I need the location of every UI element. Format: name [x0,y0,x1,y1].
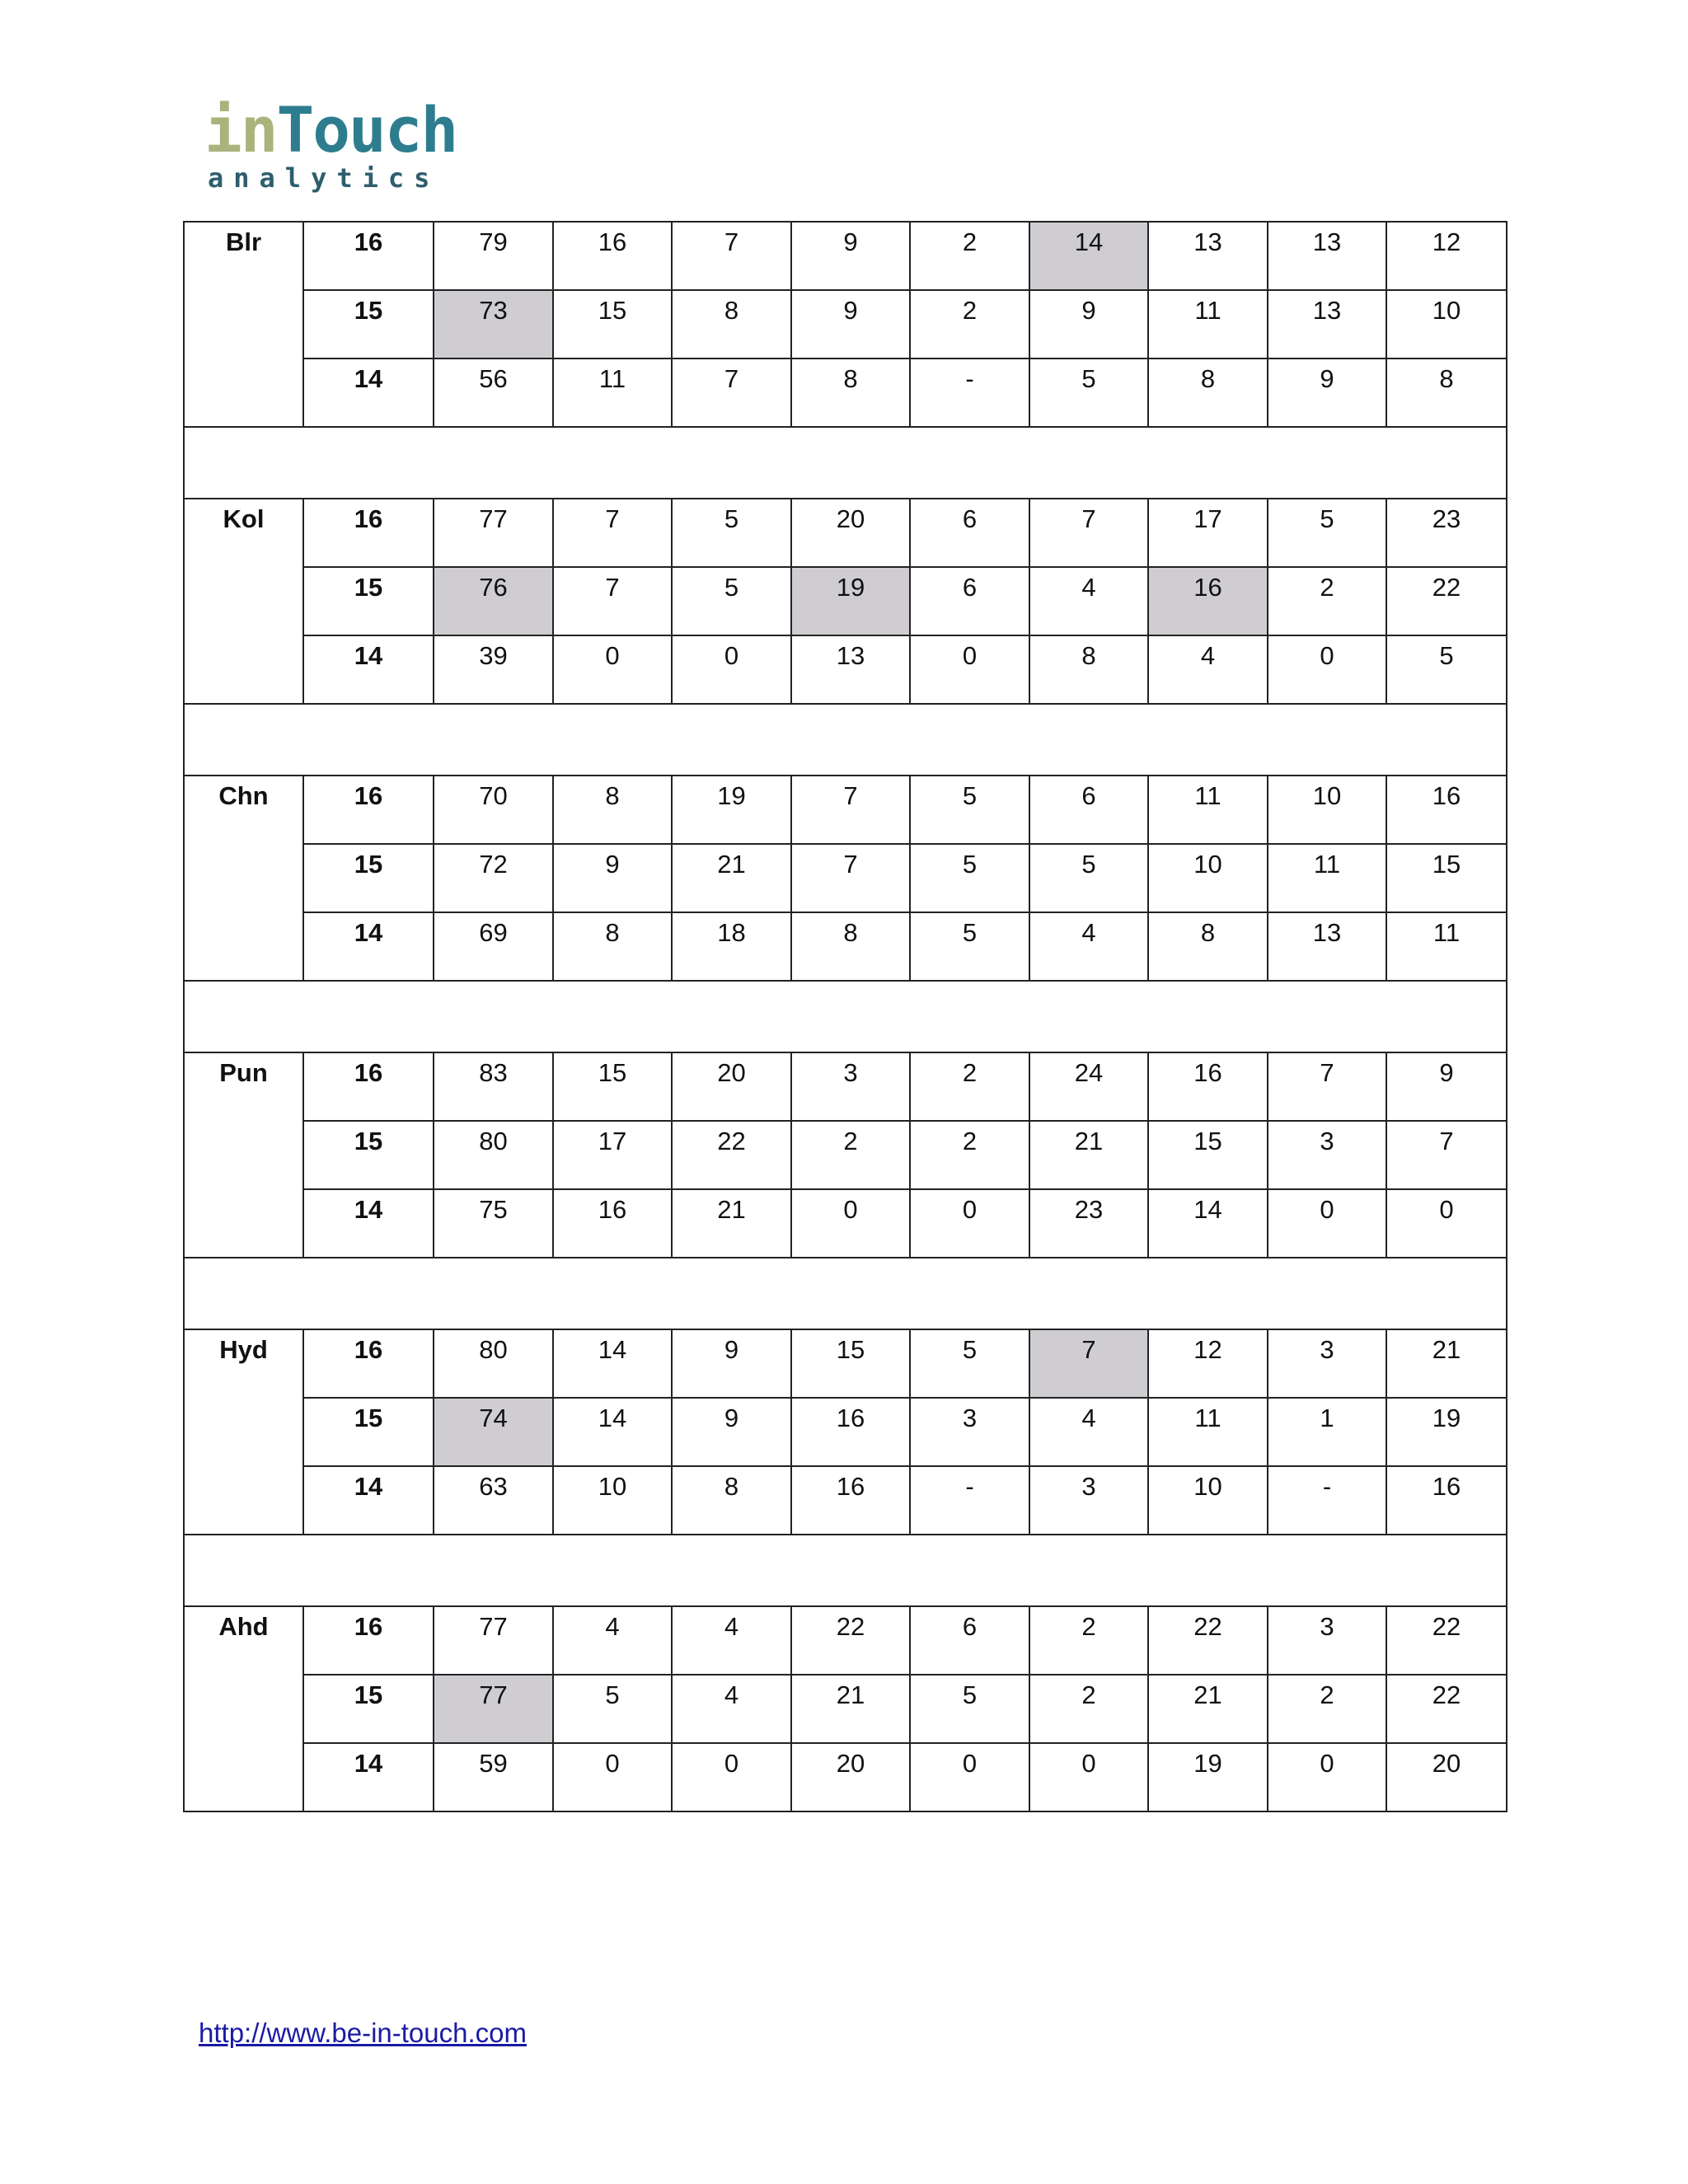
value-cell: 11 [1386,912,1507,981]
value-cell: 0 [1268,1189,1386,1258]
value-cell: 5 [1268,499,1386,567]
value-cell: 8 [1386,359,1507,427]
value-cell: 8 [553,776,672,844]
spacer-cell [184,1535,1507,1606]
value-cell: 21 [1386,1329,1507,1398]
value-cell: 15 [1148,1121,1268,1189]
value-cell: 7 [672,359,791,427]
value-cell: 15 [553,1052,672,1121]
value-cell: 16 [791,1466,910,1535]
value-cell: 5 [672,567,791,635]
value-cell: 8 [791,912,910,981]
value-cell: 10 [1148,844,1268,912]
value-cell: 9 [791,290,910,359]
spacer-row [184,704,1507,776]
table-row [184,222,1507,290]
value-cell: 22 [1148,1606,1268,1675]
spacer-row [184,981,1507,1052]
year-label: 14 [303,635,434,704]
value-cell: 2 [1029,1606,1148,1675]
value-cell: 18 [672,912,791,981]
value-cell: 7 [553,567,672,635]
value-cell: 14 [553,1329,672,1398]
value-cell: 3 [1268,1329,1386,1398]
value-cell: 0 [553,1743,672,1811]
table-row [184,359,1507,427]
value-cell: 8 [672,1466,791,1535]
value-cell: 4 [1148,635,1268,704]
table-row [184,635,1507,704]
website-link[interactable]: http://www.be-in-touch.com [199,2018,527,2048]
value-cell: 0 [553,635,672,704]
value-cell: 9 [672,1329,791,1398]
year-label: 15 [303,844,434,912]
value-cell: 0 [910,1743,1029,1811]
value-cell: 10 [1386,290,1507,359]
value-cell: 4 [1029,912,1148,981]
year-label: 16 [303,1606,434,1675]
table-row [184,1052,1507,1121]
value-cell: 22 [791,1606,910,1675]
table-row [184,1121,1507,1189]
value-cell: 11 [553,359,672,427]
value-cell: 7 [1029,1329,1148,1398]
value-cell: 4 [553,1606,672,1675]
value-cell: 5 [910,844,1029,912]
value-cell: 59 [434,1743,553,1811]
value-cell: 4 [672,1675,791,1743]
value-cell: 16 [553,1189,672,1258]
spacer-cell [184,1258,1507,1329]
value-cell: 12 [1148,1329,1268,1398]
city-label: Ahd [184,1606,303,1811]
value-cell: 2 [1029,1675,1148,1743]
spacer-row [184,427,1507,499]
table-row [184,567,1507,635]
logo-wordmark: inTouch [204,93,457,166]
value-cell: 21 [672,844,791,912]
value-cell: - [910,359,1029,427]
year-label: 16 [303,499,434,567]
value-cell: 72 [434,844,553,912]
value-cell: 15 [553,290,672,359]
value-cell: 0 [672,635,791,704]
value-cell: 0 [1029,1743,1148,1811]
value-cell: 0 [1268,1743,1386,1811]
table-row [184,1466,1507,1535]
year-label: 16 [303,222,434,290]
value-cell: 22 [1386,1606,1507,1675]
value-cell: 12 [1386,222,1507,290]
city-label: Pun [184,1052,303,1258]
spacer-cell [184,981,1507,1052]
value-cell: 63 [434,1466,553,1535]
intouch-analytics-logo [204,93,476,194]
value-cell: 5 [910,912,1029,981]
value-cell: 5 [553,1675,672,1743]
value-cell: 0 [1386,1189,1507,1258]
value-cell: 7 [1268,1052,1386,1121]
value-cell: 6 [910,1606,1029,1675]
year-label: 14 [303,359,434,427]
value-cell: 19 [791,567,910,635]
value-cell: 13 [1268,222,1386,290]
year-label: 15 [303,1398,434,1466]
value-cell: 73 [434,290,553,359]
value-cell: 8 [1148,912,1268,981]
value-cell: 13 [1268,290,1386,359]
value-cell: 21 [672,1189,791,1258]
value-cell: 14 [1148,1189,1268,1258]
value-cell: 2 [791,1121,910,1189]
table-row [184,1743,1507,1811]
value-cell: 19 [672,776,791,844]
value-cell: 2 [1268,1675,1386,1743]
spacer-row [184,1258,1507,1329]
value-cell: 8 [1148,359,1268,427]
value-cell: 5 [910,1675,1029,1743]
value-cell: 5 [1029,844,1148,912]
value-cell: 23 [1029,1189,1148,1258]
value-cell: 0 [910,635,1029,704]
value-cell: 16 [1148,1052,1268,1121]
value-cell: 20 [672,1052,791,1121]
value-cell: 20 [1386,1743,1507,1811]
spacer-row [184,1535,1507,1606]
year-label: 15 [303,567,434,635]
value-cell: 11 [1268,844,1386,912]
value-cell: 7 [1029,499,1148,567]
value-cell: 15 [791,1329,910,1398]
value-cell: 3 [791,1052,910,1121]
value-cell: 7 [553,499,672,567]
value-cell: 8 [672,290,791,359]
value-cell: 10 [553,1466,672,1535]
value-cell: 21 [1029,1121,1148,1189]
table-row [184,290,1507,359]
value-cell: 6 [910,567,1029,635]
value-cell: 10 [1268,776,1386,844]
value-cell: 2 [1268,567,1386,635]
value-cell: 17 [553,1121,672,1189]
value-cell: - [1268,1466,1386,1535]
year-label: 16 [303,776,434,844]
value-cell: 17 [1148,499,1268,567]
spacer-cell [184,427,1507,499]
value-cell: 15 [1386,844,1507,912]
value-cell: 1 [1268,1398,1386,1466]
value-cell: 0 [672,1743,791,1811]
value-cell: 8 [553,912,672,981]
value-cell: 7 [672,222,791,290]
value-cell: 9 [553,844,672,912]
value-cell: 76 [434,567,553,635]
value-cell: 11 [1148,1398,1268,1466]
value-cell: 7 [791,776,910,844]
year-label: 14 [303,1189,434,1258]
value-cell: 21 [1148,1675,1268,1743]
value-cell: 19 [1148,1743,1268,1811]
spacer-cell [184,704,1507,776]
city-label: Hyd [184,1329,303,1535]
value-cell: 13 [791,635,910,704]
year-label: 14 [303,912,434,981]
value-cell: 13 [1268,912,1386,981]
value-cell: 16 [1148,567,1268,635]
year-label: 14 [303,1466,434,1535]
value-cell: 0 [910,1189,1029,1258]
logo-tagline: analytics [208,162,440,194]
value-cell: 0 [791,1189,910,1258]
value-cell: 7 [791,844,910,912]
value-cell: 3 [1029,1466,1148,1535]
value-cell: 14 [1029,222,1148,290]
value-cell: 16 [553,222,672,290]
value-cell: 14 [553,1398,672,1466]
year-label: 16 [303,1052,434,1121]
city-data-table [183,221,1507,1812]
value-cell: 74 [434,1398,553,1466]
value-cell: 4 [1029,1398,1148,1466]
value-cell: 9 [1029,290,1148,359]
value-cell: 2 [910,290,1029,359]
value-cell: 6 [910,499,1029,567]
value-cell: 13 [1148,222,1268,290]
year-label: 16 [303,1329,434,1398]
value-cell: 10 [1148,1466,1268,1535]
value-cell: 9 [672,1398,791,1466]
value-cell: 3 [910,1398,1029,1466]
table-row [184,1398,1507,1466]
value-cell: - [910,1466,1029,1535]
value-cell: 2 [910,1052,1029,1121]
table-row [184,844,1507,912]
table-row [184,499,1507,567]
value-cell: 22 [1386,1675,1507,1743]
value-cell: 21 [791,1675,910,1743]
year-label: 14 [303,1743,434,1811]
value-cell: 4 [1029,567,1148,635]
value-cell: 9 [1386,1052,1507,1121]
value-cell: 8 [1029,635,1148,704]
value-cell: 77 [434,499,553,567]
value-cell: 79 [434,222,553,290]
city-label: Chn [184,776,303,981]
value-cell: 56 [434,359,553,427]
value-cell: 22 [672,1121,791,1189]
value-cell: 69 [434,912,553,981]
table-row [184,912,1507,981]
value-cell: 6 [1029,776,1148,844]
value-cell: 2 [910,222,1029,290]
value-cell: 80 [434,1329,553,1398]
table-row [184,1189,1507,1258]
value-cell: 22 [1386,567,1507,635]
city-label: Kol [184,499,303,704]
value-cell: 7 [1386,1121,1507,1189]
table-row [184,1675,1507,1743]
value-cell: 23 [1386,499,1507,567]
value-cell: 0 [1268,635,1386,704]
value-cell: 3 [1268,1606,1386,1675]
value-cell: 5 [1386,635,1507,704]
value-cell: 4 [672,1606,791,1675]
value-cell: 77 [434,1606,553,1675]
table-row [184,776,1507,844]
value-cell: 9 [1268,359,1386,427]
value-cell: 16 [1386,1466,1507,1535]
value-cell: 20 [791,1743,910,1811]
year-label: 15 [303,1121,434,1189]
value-cell: 83 [434,1052,553,1121]
value-cell: 20 [791,499,910,567]
value-cell: 2 [910,1121,1029,1189]
value-cell: 16 [1386,776,1507,844]
year-label: 15 [303,1675,434,1743]
value-cell: 80 [434,1121,553,1189]
value-cell: 77 [434,1675,553,1743]
value-cell: 5 [672,499,791,567]
value-cell: 75 [434,1189,553,1258]
value-cell: 5 [910,776,1029,844]
value-cell: 3 [1268,1121,1386,1189]
value-cell: 70 [434,776,553,844]
value-cell: 5 [910,1329,1029,1398]
year-label: 15 [303,290,434,359]
table-row [184,1329,1507,1398]
value-cell: 11 [1148,776,1268,844]
value-cell: 24 [1029,1052,1148,1121]
value-cell: 39 [434,635,553,704]
table-row [184,1606,1507,1675]
value-cell: 9 [791,222,910,290]
value-cell: 16 [791,1398,910,1466]
value-cell: 11 [1148,290,1268,359]
value-cell: 8 [791,359,910,427]
city-label: Blr [184,222,303,427]
value-cell: 19 [1386,1398,1507,1466]
value-cell: 5 [1029,359,1148,427]
